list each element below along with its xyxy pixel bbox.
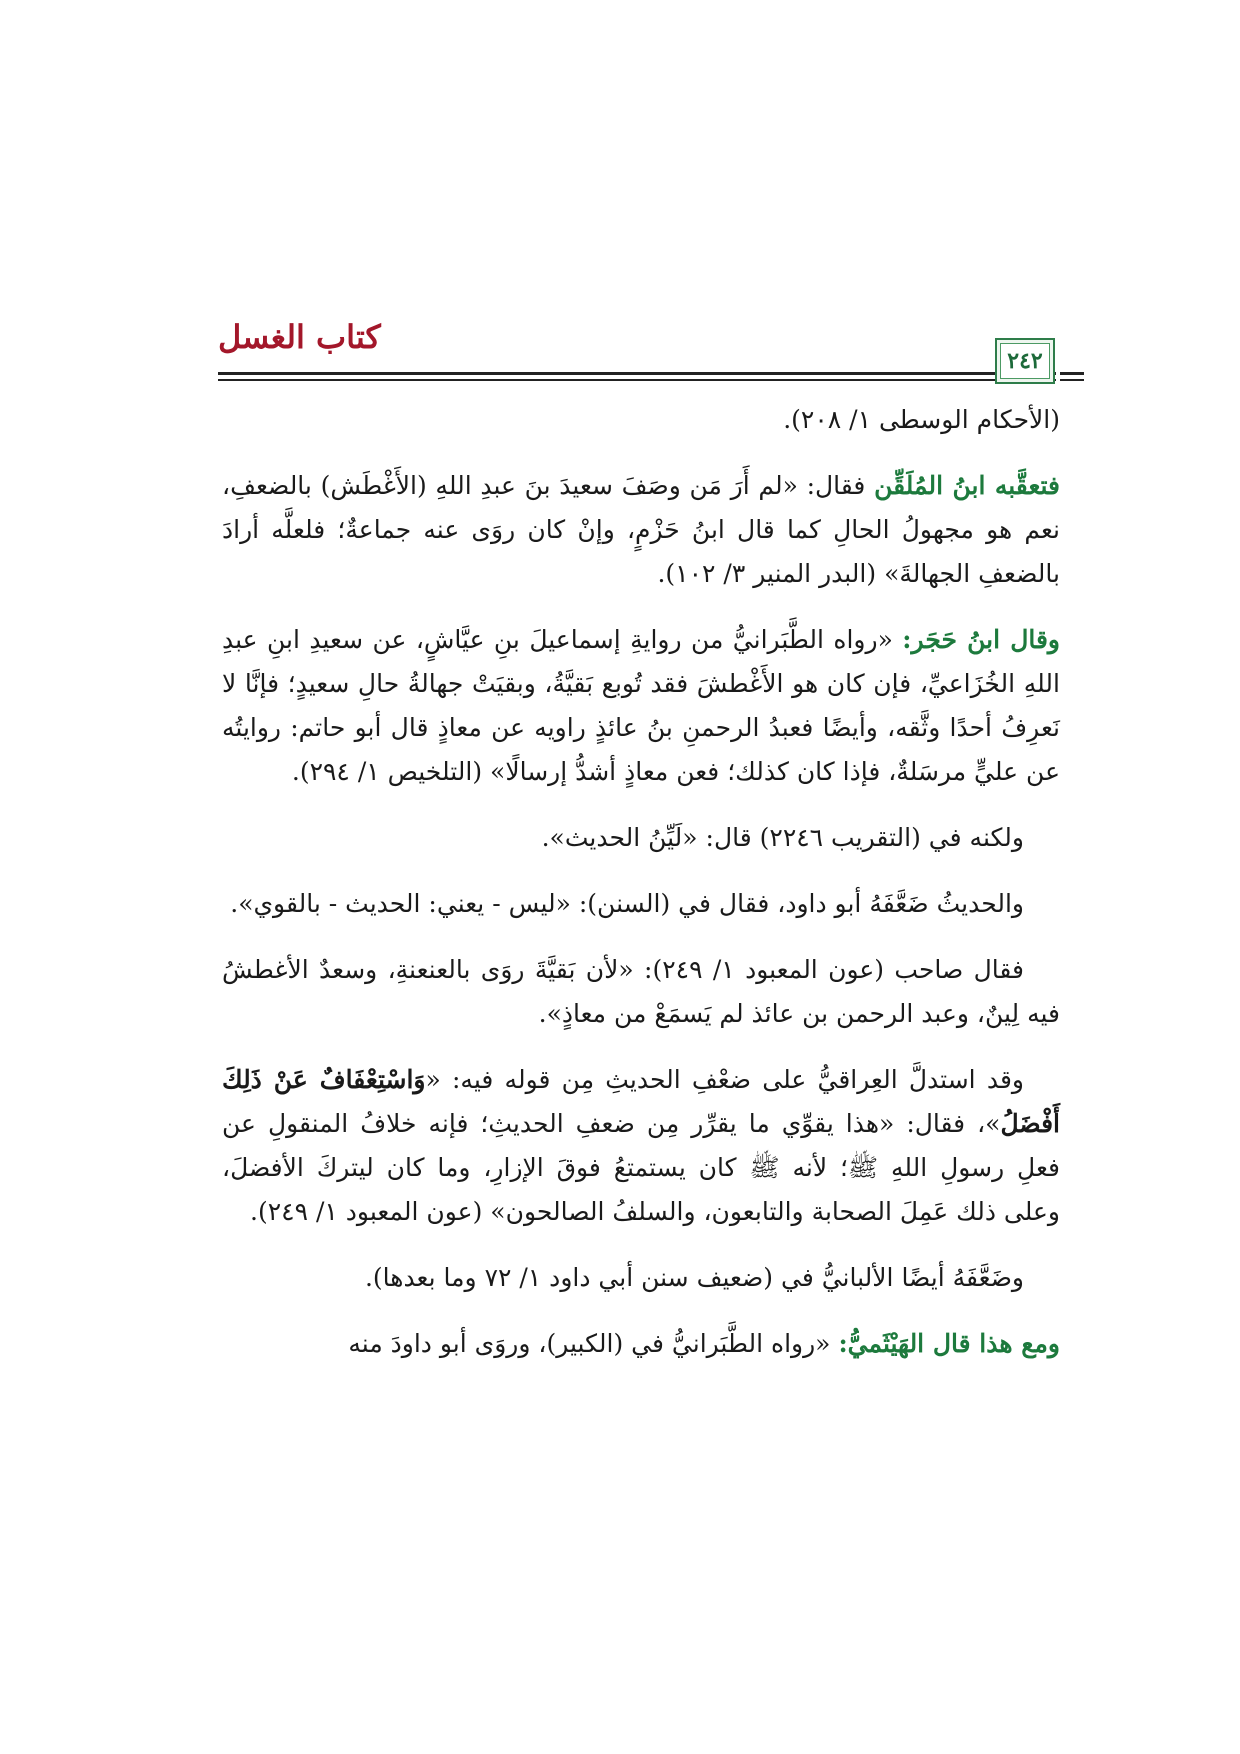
paragraph: والحديثُ ضَعَّفَهُ أبو داود، فقال في (السنن): «ليس - يعني: الحديث - بالقوي». [230,889,1024,918]
paragraph: (الأحكام الوسطى ١/ ٢٠٨). [783,405,1060,434]
paragraph-text: فقال: «لم أَرَ مَن وصَفَ سعيدَ بنَ عبدِ اللهِ (الأَغْطَش) بالضعفِ، نعم هو مجهولُ الحالِ كما قال ابنُ حَزْمٍ، وإنْ كان روَى عنه جماعةٌ؛ فلعلَّه أرادَ بالضعفِ الجهالةَ» (البدر المنير ٣/ ١٠٢). [222,471,1060,588]
paragraph-text: «رواه الطَّبَرانيُّ في (الكبير)، وروَى أبو داودَ منه [348,1329,839,1358]
paragraph-text: »، فقال: «هذا يقوِّي ما يقرِّر مِن ضعفِ الحديثِ؛ فإنه خلافُ المنقولِ عن فعلِ رسولِ اللهِ ﷺ؛ لأنه ﷺ كان يستمتعُ فوقَ الإزارِ، وما كان ليتركَ الأفضلَ، وعلى ذلك عَمِلَ الصحابة والتابعون، والسلفُ الصالحون» (عون المعبود ١/ ٢٤٩). [222,1109,1060,1226]
book-title: كتاب الغسل [218,318,381,356]
paragraph [222,618,1060,794]
header-rule-right [1060,372,1084,375]
highlighted-name: فتعقَّبه ابنُ المُلَقِّن [874,471,1061,500]
paragraph [222,1058,1060,1234]
paragraph: فقال صاحب (عون المعبود ١/ ٢٤٩): «لأن بَقيَّةَ روَى بالعنعنةِ، وسعدٌ الأغطشُ فيه لِينٌ، وعبد الرحمن بن عائذ لم يَسمَعْ من معاذٍ». [222,955,1060,1028]
page-number: ٢٤٢ [1000,343,1050,379]
header-rule-right-thin [1060,379,1084,381]
paragraph [222,1322,1060,1366]
paragraph: ولكنه في (التقريب ٢٢٤٦) قال: «لَيِّنُ الحديث». [541,823,1024,852]
paragraph-text: «رواه الطَّبَرانيُّ من روايةِ إسماعيلَ بنِ عيَّاشٍ، عن سعيدِ ابنِ عبدِ اللهِ الخُزَاعيِّ، فإن كان هو الأَغْطشَ فقد تُوبع بَقيَّةُ، وبقيَتْ جهالةُ حالِ سعيدٍ؛ فإنَّا لا نَعرِفُ أحدًا وثَّقه، وأيضًا فعبدُ الرحمنِ بنُ عائذٍ راويه عن معاذٍ قال أبو حاتم: روايتُه عن عليٍّ مرسَلةٌ، فإذا كان كذلك؛ فعن معاذٍ أشدُّ إرسالًا» (التلخيص ١/ ٢٩٤). [222,625,1060,786]
paragraph: وضَعَّفَهُ أيضًا الألبانيُّ في (ضعيف سنن أبي داود ١/ ٧٢ وما بعدها). [364,1263,1024,1292]
highlighted-name: ومع هذا قال الهَيْثَميُّ: [838,1329,1060,1358]
page-body [222,398,1060,1388]
hadith-quote: وَاسْتِعْفَافٌ عَنْ ذَلِكَ أَفْضَلُ [222,1065,1060,1138]
highlighted-name: وقال ابنُ حَجَر: [902,625,1061,654]
paragraph-text: وقد استدلَّ العِراقيُّ على ضعْفِ الحديثِ مِن قوله فيه: « [425,1065,1024,1094]
header-rule-thick [218,372,1056,375]
paragraph [222,464,1060,596]
header-rule-thin [218,379,1056,381]
page-number-badge [995,338,1055,384]
